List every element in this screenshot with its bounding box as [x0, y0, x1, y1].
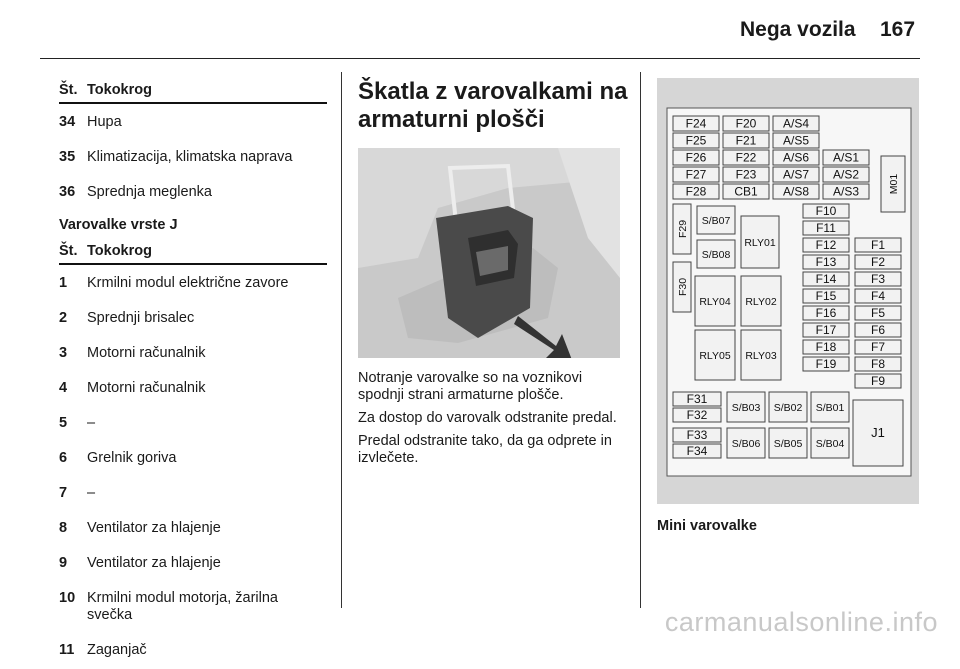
fuse-as4 — [773, 116, 819, 131]
fuse-sb04 — [811, 428, 849, 458]
fuse-label: F30 — [677, 277, 689, 297]
table-row — [59, 442, 327, 477]
fuse-f19 — [803, 357, 849, 371]
fuse-rly03 — [741, 330, 781, 380]
fuse-label: F33 — [686, 428, 708, 442]
instrument-panel-fusebox-section — [358, 78, 628, 467]
fuse-f25 — [673, 133, 719, 148]
fuse-label: A/S2 — [832, 167, 860, 182]
row-text: Grelnik goriva — [87, 450, 177, 466]
fuse-sb08 — [697, 240, 735, 268]
fuse-label: RLY02 — [745, 296, 777, 308]
fuse-f6 — [855, 323, 901, 337]
fuse-label: F34 — [686, 444, 708, 458]
fuse-as1 — [823, 150, 869, 165]
fuse-label: F10 — [815, 204, 837, 218]
table-row — [59, 634, 327, 669]
fuse-f14 — [803, 272, 849, 286]
fuse-f4 — [855, 289, 901, 303]
row-num: 11 — [59, 642, 75, 658]
row-text: – — [87, 485, 96, 501]
table-row — [59, 372, 327, 407]
fuse-label: A/S3 — [832, 184, 860, 199]
fuse-f1 — [855, 238, 901, 252]
row-text: Motorni računalnik — [87, 380, 206, 396]
fuse-label: F32 — [686, 408, 708, 422]
fuse-label: F5 — [870, 306, 886, 320]
fuse-rly02 — [741, 276, 781, 326]
column-separator-2 — [640, 72, 641, 608]
row-num: 7 — [59, 485, 68, 501]
fuse-label: RLY04 — [699, 296, 731, 308]
row-text: Ventilator za hlajenje — [87, 520, 221, 536]
header-circuit: Tokokrog — [87, 243, 152, 259]
table-row — [59, 265, 327, 302]
fuse-label: F28 — [685, 184, 707, 199]
fuse-label: CB1 — [734, 184, 758, 199]
fuse-f11 — [803, 221, 849, 235]
fuse-label: F17 — [815, 323, 837, 337]
fuse-m01 — [881, 156, 905, 212]
glovebox-illustration — [358, 148, 620, 358]
fuse-rly01 — [741, 216, 779, 268]
fuse-f22 — [723, 150, 769, 165]
fuse-label: RLY03 — [745, 350, 777, 362]
fuse-sb05 — [769, 428, 807, 458]
fuse-label: F3 — [870, 272, 886, 286]
fuse-label: F6 — [870, 323, 886, 337]
row-num: 1 — [59, 275, 68, 291]
fuse-cb1 — [723, 184, 769, 199]
fuse-f27 — [673, 167, 719, 182]
header-num: Št. — [59, 82, 78, 98]
subheading: Varovalke vrste J — [59, 217, 178, 233]
fuse-as2 — [823, 167, 869, 182]
fuse-label: S/B08 — [701, 249, 731, 261]
fuse-sb07 — [697, 206, 735, 234]
fuse-label: F15 — [815, 289, 837, 303]
fuse-label: RLY01 — [744, 237, 776, 249]
fuse-f3 — [855, 272, 901, 286]
fuse-f8 — [855, 357, 901, 371]
fuse-f26 — [673, 150, 719, 165]
paragraph: Predal odstranite tako, da ga odprete in izvlečete. — [358, 433, 612, 466]
row-text: Hupa — [87, 114, 122, 130]
row-num: 5 — [59, 415, 68, 431]
fuse-as3 — [823, 184, 869, 199]
fuse-rly05 — [695, 330, 735, 380]
row-num: 34 — [59, 114, 76, 130]
fuse-label: F22 — [735, 150, 757, 165]
fuse-f23 — [723, 167, 769, 182]
fuse-label: F25 — [685, 133, 707, 148]
fuse-label: F23 — [735, 167, 757, 182]
fuse-label: F24 — [685, 116, 707, 131]
fuse-sb03 — [727, 392, 765, 422]
row-num: 8 — [59, 520, 68, 536]
row-num: 35 — [59, 149, 76, 165]
row-text: Sprednja meglenka — [87, 184, 212, 200]
fuse-f28 — [673, 184, 719, 199]
table-row — [59, 141, 327, 176]
fuse-label: A/S8 — [782, 184, 810, 199]
fuse-label: F20 — [735, 116, 757, 131]
row-num: 4 — [59, 380, 68, 396]
fuse-f24 — [673, 116, 719, 131]
fuse-label: M01 — [888, 173, 900, 195]
fuse-f12 — [803, 238, 849, 252]
fuse-f30 — [673, 262, 691, 312]
fuse-sb01 — [811, 392, 849, 422]
fuse-label: F21 — [735, 133, 757, 148]
fuse-label: F8 — [870, 357, 886, 371]
row-num: 3 — [59, 345, 68, 361]
fuse-label: F13 — [815, 255, 837, 269]
fuse-label: S/B06 — [731, 438, 761, 450]
caption: Mini varovalke — [657, 518, 757, 534]
fuse-f13 — [803, 255, 849, 269]
fusebox-diagram-column — [657, 78, 922, 504]
table-row — [59, 582, 327, 634]
fuse-label: F1 — [870, 238, 886, 252]
table-row — [59, 104, 327, 141]
fuse-label: A/S1 — [832, 150, 860, 165]
fuse-f7 — [855, 340, 901, 354]
fuse-label: F9 — [870, 374, 886, 388]
fuse-label: F19 — [815, 357, 837, 371]
fuse-as6 — [773, 150, 819, 165]
fuse-label: S/B04 — [815, 438, 845, 450]
fuse-label: F18 — [815, 340, 837, 354]
header-num: Št. — [59, 243, 78, 259]
table-row — [59, 337, 327, 372]
fuse-f20 — [723, 116, 769, 131]
fuse-as5 — [773, 133, 819, 148]
fuse-f33 — [673, 428, 721, 442]
page-number: 167 — [880, 18, 916, 41]
table-row — [59, 302, 327, 337]
header-circuit: Tokokrog — [87, 82, 152, 98]
fuse-label: S/B05 — [773, 438, 803, 450]
column-separator-1 — [341, 72, 342, 608]
row-text: Krmilni modul motorja, žarilna svečka — [87, 590, 278, 623]
fuse-f21 — [723, 133, 769, 148]
fuse-label: F26 — [685, 150, 707, 165]
fuse-label: A/S5 — [782, 133, 810, 148]
header-rule — [40, 58, 920, 59]
row-num: 6 — [59, 450, 68, 466]
row-num: 36 — [59, 184, 76, 200]
fuse-label: F4 — [870, 289, 886, 303]
fusebox-diagram — [657, 78, 919, 504]
fuse-tables-column — [59, 78, 327, 669]
fuse-label: A/S7 — [782, 167, 810, 182]
fuse-f16 — [803, 306, 849, 320]
row-text: Zaganjač — [87, 642, 147, 658]
row-text: Motorni računalnik — [87, 345, 206, 361]
fuse-label: RLY05 — [699, 350, 731, 362]
glovebox-photo — [358, 148, 620, 358]
fuse-label: A/S4 — [782, 116, 810, 131]
watermark: carmanualsonline.info — [664, 607, 938, 637]
fuse-label: F12 — [815, 238, 837, 252]
paragraph: Notranje varovalke so na voznikovi spodnji strani armaturne plošče. — [358, 370, 583, 403]
fuse-as7 — [773, 167, 819, 182]
fuse-f9 — [855, 374, 901, 388]
fuse-label: S/B02 — [773, 402, 803, 414]
fuse-rly04 — [695, 276, 735, 326]
fuse-f2 — [855, 255, 901, 269]
fuse-label: A/S6 — [782, 150, 810, 165]
fuse-label: F7 — [870, 340, 886, 354]
fuse-label: F29 — [677, 219, 689, 239]
fuse-label: S/B07 — [701, 215, 731, 227]
fuse-label: F11 — [816, 221, 836, 235]
fuse-j1 — [853, 400, 903, 466]
table-row — [59, 477, 327, 512]
table-row — [59, 547, 327, 582]
row-num: 10 — [59, 590, 76, 606]
fuse-f15 — [803, 289, 849, 303]
section-heading: Škatla z varovalkami na armaturni plošči — [358, 78, 628, 133]
fuse-label: S/B03 — [731, 402, 761, 414]
fuse-label: F31 — [686, 392, 708, 406]
fuse-label: F27 — [685, 167, 707, 182]
table-row — [59, 407, 327, 442]
row-text: – — [87, 415, 96, 431]
fuse-label: S/B01 — [815, 402, 845, 414]
fuse-f32 — [673, 408, 721, 422]
table-row — [59, 512, 327, 547]
fuse-f5 — [855, 306, 901, 320]
fuse-label: F2 — [870, 255, 886, 269]
row-text: Ventilator za hlajenje — [87, 555, 221, 571]
fuse-f10 — [803, 204, 849, 218]
table-row — [59, 176, 327, 211]
fuse-label: F16 — [815, 306, 837, 320]
row-num: 2 — [59, 310, 68, 326]
fuse-sb06 — [727, 428, 765, 458]
paragraph: Za dostop do varovalk odstranite predal. — [358, 410, 617, 426]
fuse-label: J1 — [871, 425, 885, 440]
fuse-f29 — [673, 204, 691, 254]
fuse-f17 — [803, 323, 849, 337]
fuse-f18 — [803, 340, 849, 354]
row-text: Sprednji brisalec — [87, 310, 195, 326]
row-num: 9 — [59, 555, 68, 571]
row-text: Klimatizacija, klimatska naprava — [87, 149, 293, 165]
table-header — [59, 78, 327, 104]
page-header-title: Nega vozila — [740, 18, 856, 41]
fusebox-svg — [657, 78, 919, 504]
table-header — [59, 239, 327, 265]
fuse-as8 — [773, 184, 819, 199]
fuse-sb02 — [769, 392, 807, 422]
fuse-f31 — [673, 392, 721, 406]
fuse-f34 — [673, 444, 721, 458]
row-text: Krmilni modul električne zavore — [87, 275, 289, 291]
fuse-label: F14 — [815, 272, 837, 286]
